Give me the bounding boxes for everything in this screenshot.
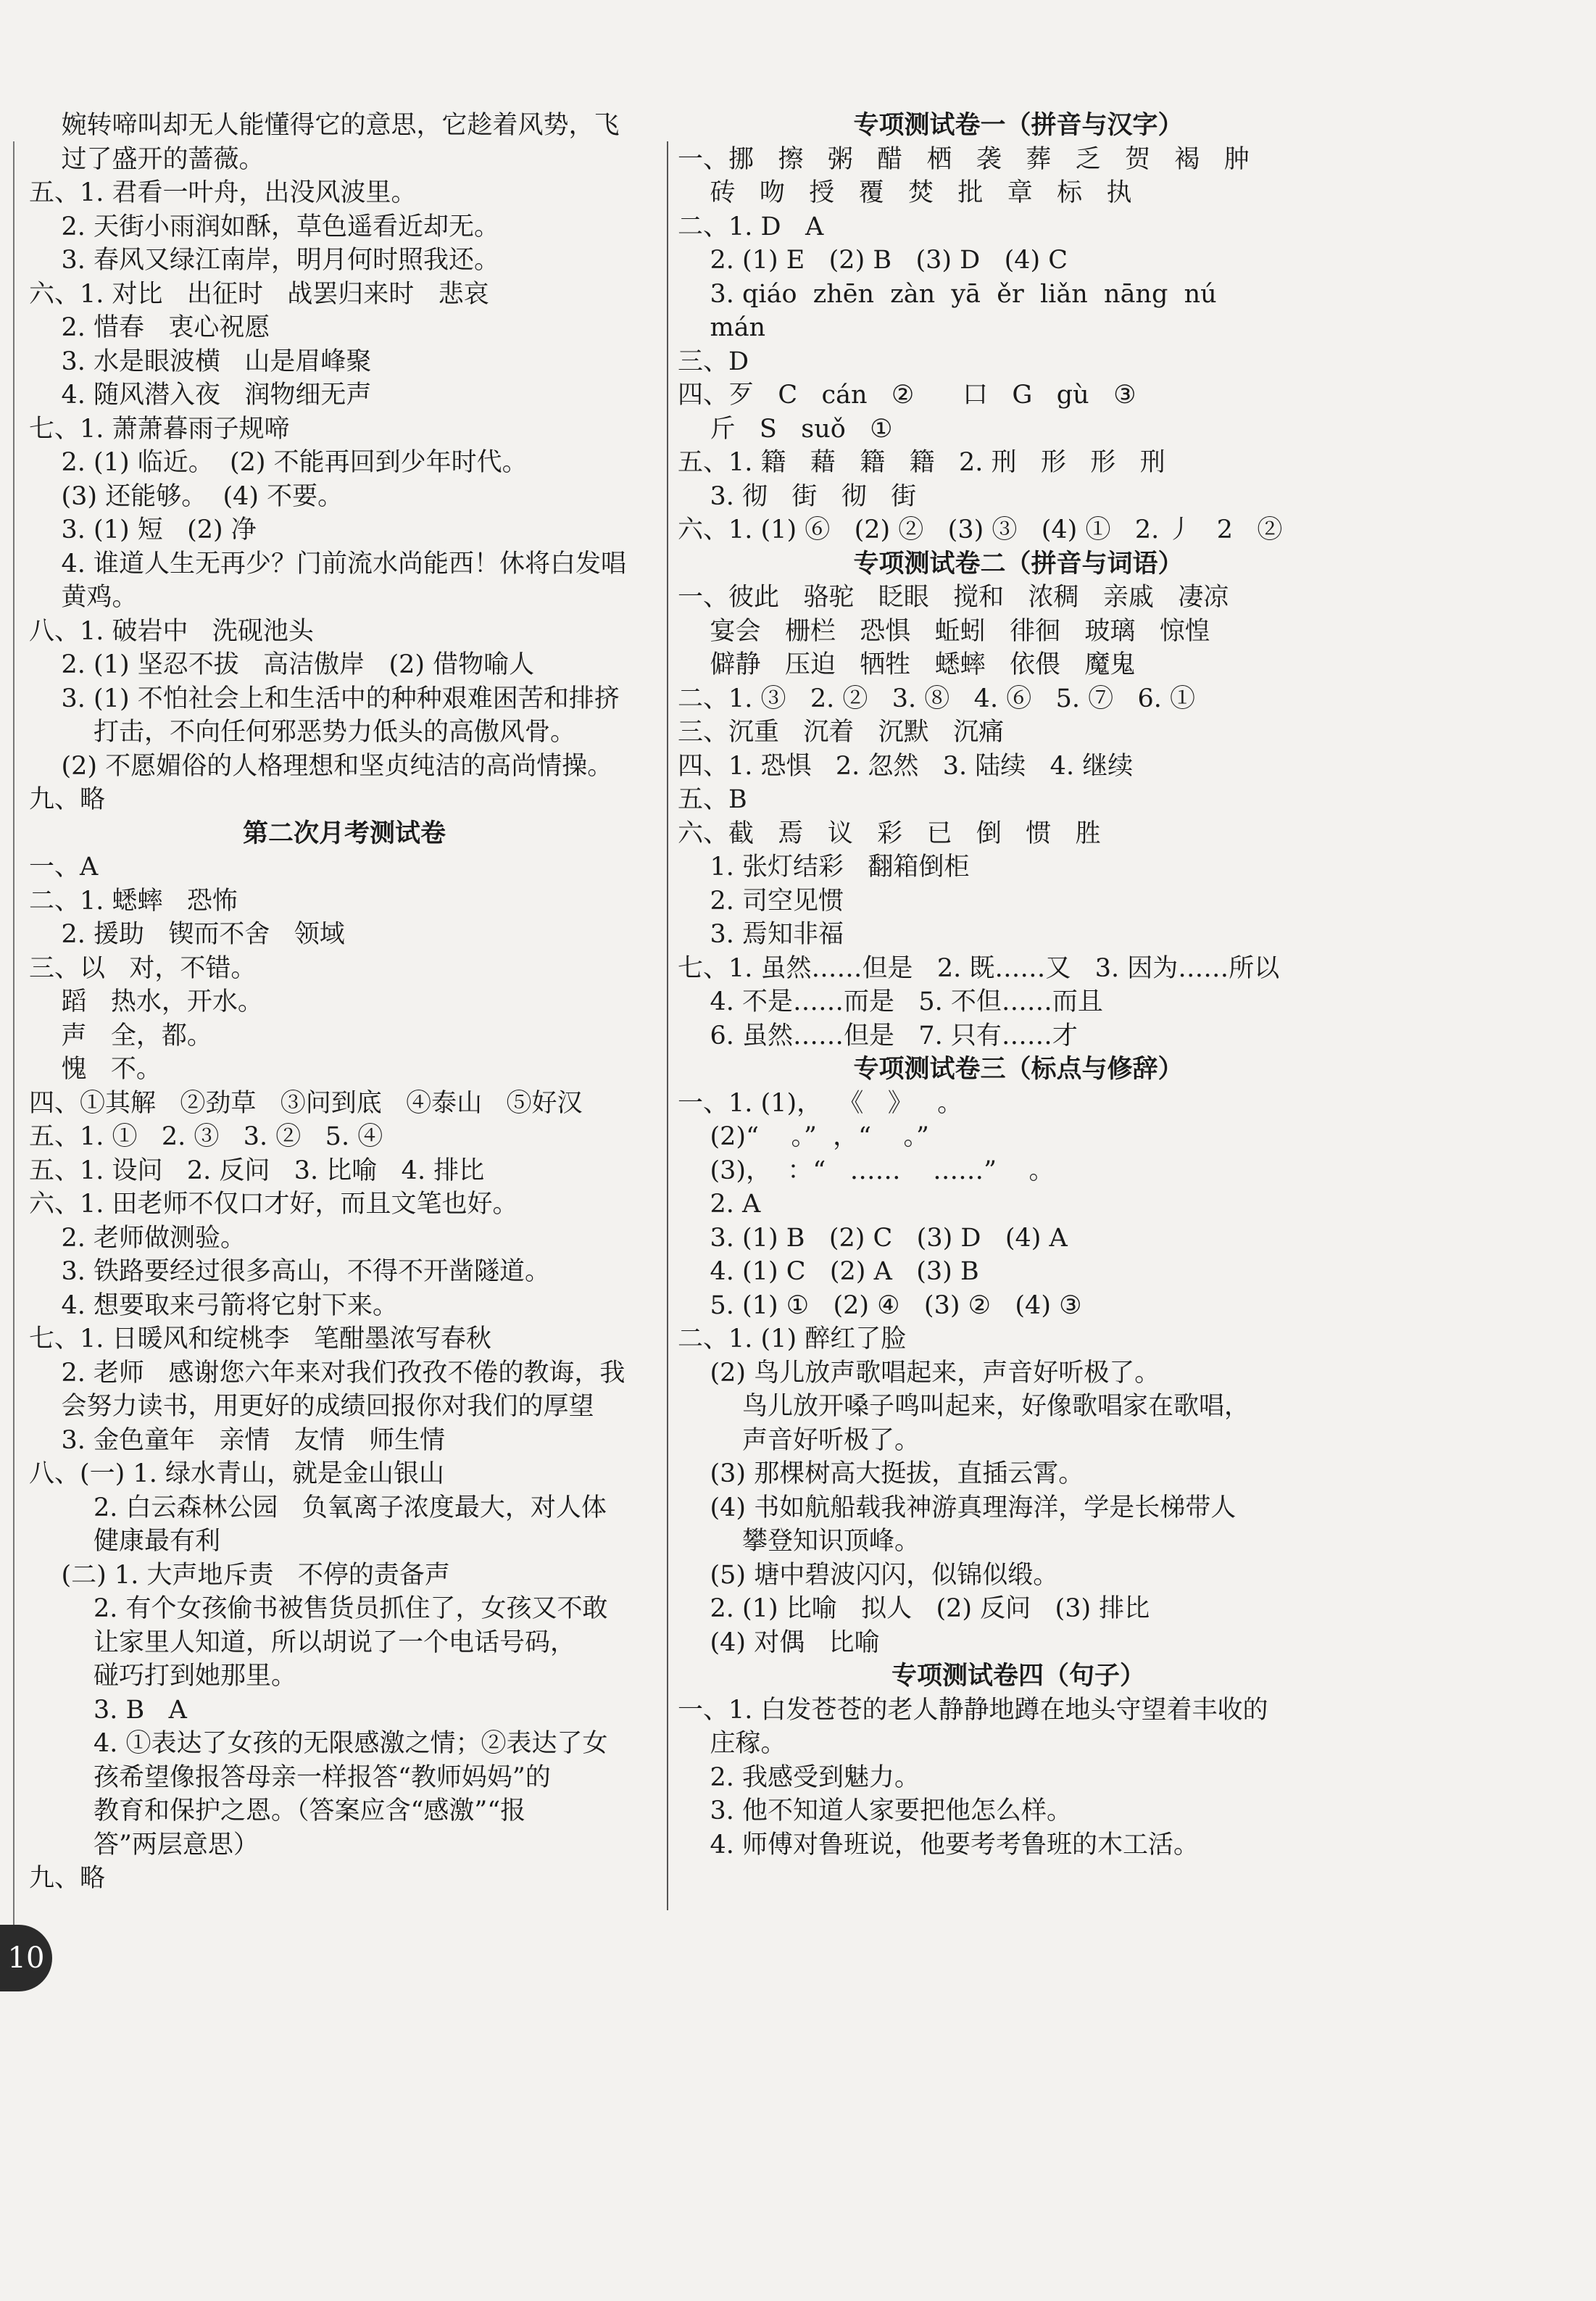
- answer-line: (2)“ 。” ，“ 。”: [678, 1122, 929, 1151]
- answer-line: 健康最有利: [29, 1527, 221, 1556]
- answer-line: 四、①其解 ②劲草 ③问到底 ④泰山 ⑤好汉: [29, 1088, 583, 1118]
- answer-line: 五、1. 君看一叶舟，出没风波里。: [29, 178, 417, 207]
- answer-line: 宴会 栅栏 恐惧 蚯蚓 徘徊 玻璃 惊惶: [678, 616, 1210, 646]
- answer-line: 五、1. 籍 藉 籍 籍 2. 刑 形 形 刑: [678, 448, 1165, 477]
- answer-line: 七、1. 日暖风和绽桃李 笔酣墨浓写春秋: [29, 1324, 491, 1353]
- answer-line: 婉转啼叫却无人能懂得它的意思，它趁着风势，飞: [29, 111, 620, 140]
- answer-line: 4. 师傅对鲁班说，他要考考鲁班的木工活。: [678, 1830, 1200, 1860]
- answer-line: 愧 不。: [29, 1055, 162, 1084]
- answer-line: 4. 随风潜入夜 润物细无声: [29, 381, 372, 410]
- answer-line: 六、1. 田老师不仅口才好，而且文笔也好。: [29, 1190, 518, 1219]
- section-title: 专项测试卷四（句子）: [891, 1661, 1145, 1691]
- answer-line: (4) 书如航船载我神游真理海洋，学是长梯带人: [678, 1493, 1237, 1522]
- answer-line: (5) 塘中碧波闪闪，似锦似缎。: [678, 1560, 1059, 1590]
- answer-line: (3)， ：“ …… ……” 。: [678, 1156, 1055, 1185]
- answer-line: 僻静 压迫 牺牲 蟋蟀 依偎 魔鬼: [678, 650, 1136, 679]
- answer-line: 五、1. 设问 2. 反问 3. 比喻 4. 排比: [29, 1156, 485, 1185]
- answer-line: 一、挪 擦 粥 醋 栖 袭 葬 乏 贺 褐 肿: [678, 144, 1250, 174]
- answer-line: (3) 那棵树高大挺拔，直插云霄。: [678, 1459, 1084, 1488]
- answer-line: 教育和保护之恩。（答案应含“感激”“报: [29, 1796, 526, 1825]
- answer-line: 3. 春风又绿江南岸，明月何时照我还。: [29, 246, 500, 275]
- answer-line: 四、歹 C cán ② 口 G gù ③: [678, 381, 1136, 410]
- answer-line: 鸟儿放开嗓子鸣叫起来，好像歌唱家在歌唱，: [678, 1392, 1250, 1421]
- answer-line: 三、沉重 沉着 沉默 沉痛: [678, 718, 1005, 747]
- answer-line: 六、1. 对比 出征时 战罢归来时 悲哀: [29, 279, 489, 309]
- answer-line: (二) 1. 大声地斥责 不停的责备声: [29, 1560, 450, 1590]
- page-number: 10: [7, 1941, 45, 1975]
- right-column: [678, 109, 1359, 1862]
- answer-line: 斤 S suǒ ①: [678, 414, 893, 444]
- answer-line: 3. (1) B (2) C (3) D (4) A: [678, 1223, 1068, 1253]
- answer-line: 4. 不是……而是 5. 不但……而且: [678, 987, 1103, 1016]
- answer-line: 3. qiáo zhēn zàn yā ěr liǎn nāng nú: [678, 279, 1217, 309]
- answer-line: 一、彼此 骆驼 眨眼 搅和 浓稠 亲戚 凄凉: [678, 583, 1229, 612]
- answer-line: 八、(一) 1. 绿水青山，就是金山银山: [29, 1459, 444, 1488]
- answer-line: 3. (1) 不怕社会上和生活中的种种艰难困苦和排挤: [29, 684, 620, 713]
- answer-line: 4. 谁道人生无再少？门前流水尚能西！休将白发唱: [29, 549, 627, 579]
- answer-line: 2. 老师 感谢您六年来对我们孜孜不倦的教诲，我: [29, 1358, 625, 1388]
- answer-line: 2. 老师做测验。: [29, 1223, 246, 1253]
- answer-line: 2. (1) 坚忍不拔 高洁傲岸 (2) 借物喻人: [29, 650, 535, 679]
- answer-line: 4. (1) C (2) A (3) B: [678, 1257, 979, 1286]
- answer-line: 七、1. 虽然……但是 2. 既……又 3. 因为……所以: [678, 953, 1280, 983]
- answer-line: 二、1. 蟋蟀 恐怖: [29, 886, 238, 916]
- answer-line: 碰巧打到她那里。: [29, 1662, 297, 1691]
- answer-line: 3. 焉知非福: [678, 920, 844, 949]
- answer-line: (2) 不愿媚俗的人格理想和坚贞纯洁的高尚情操。: [29, 751, 613, 781]
- answer-line: 4. 想要取来弓箭将它射下来。: [29, 1290, 399, 1320]
- answer-line: 6. 虽然……但是 7. 只有……才: [678, 1021, 1078, 1050]
- answer-line: 九、略: [29, 785, 106, 814]
- answer-line: 2. (1) E (2) B (3) D (4) C: [678, 246, 1068, 275]
- answer-line: 2. 援助 锲而不舍 领域: [29, 920, 345, 949]
- answer-line: 黄鸡。: [29, 583, 138, 612]
- answer-line: 打击，不向任何邪恶势力低头的高傲风骨。: [29, 718, 576, 747]
- answer-line: 3. 彻 街 彻 街: [678, 481, 917, 511]
- answer-line: 2. 白云森林公园 负氧离子浓度最大，对人体: [29, 1493, 607, 1522]
- answer-line: 九、略: [29, 1864, 106, 1893]
- answer-line: 5. (1) ① (2) ④ (3) ② (4) ③: [678, 1290, 1082, 1320]
- answer-line: 七、1. 萧萧暮雨子规啼: [29, 414, 290, 444]
- answer-line: 四、1. 恐惧 2. 忽然 3. 陆续 4. 继续: [678, 751, 1134, 781]
- answer-line: 3. (1) 短 (2) 净: [29, 515, 257, 544]
- answer-line: 五、B: [678, 785, 747, 814]
- answer-line: 蹈 热水，开水。: [29, 987, 263, 1016]
- answer-line: 二、1. D A: [678, 212, 824, 241]
- section-title: 专项测试卷三（标点与修辞）: [853, 1054, 1184, 1084]
- answer-line: 一、1. (1)， 《 》 。: [678, 1088, 963, 1118]
- answer-line: 六、1. (1) ⑥ (2) ② (3) ③ (4) ① 2. 丿 2 ②: [678, 515, 1283, 544]
- answer-line: 声 全，都。: [29, 1021, 212, 1050]
- answer-line: 声音好听极了。: [678, 1425, 920, 1455]
- answer-line: 2. 惜春 衷心祝愿: [29, 313, 270, 342]
- answer-line: 砖 吻 授 覆 焚 批 章 标 执: [678, 178, 1132, 207]
- answer-line: 攀登知识顶峰。: [678, 1527, 920, 1556]
- left-margin-rule: [13, 141, 14, 1954]
- answer-line: 答”两层意思）: [29, 1830, 259, 1860]
- answer-line: 3. 他不知道人家要把他怎么样。: [678, 1796, 1073, 1825]
- answer-line: 二、1. ③ 2. ② 3. ⑧ 4. ⑥ 5. ⑦ 6. ①: [678, 684, 1195, 713]
- answer-line: 让家里人知道，所以胡说了一个电话号码，: [29, 1628, 576, 1657]
- answer-line: 会努力读书，用更好的成绩回报你对我们的厚望: [29, 1392, 594, 1421]
- answer-line: (2) 鸟儿放声歌唱起来，声音好听极了。: [678, 1358, 1160, 1388]
- answer-line: 五、1. ① 2. ③ 3. ② 5. ④: [29, 1122, 383, 1151]
- answer-line: 过了盛开的蔷薇。: [29, 144, 265, 174]
- answer-line: (4) 对偶 比喻: [678, 1628, 880, 1657]
- answer-line: 三、以 对，不错。: [29, 953, 257, 983]
- answer-line: 3. B A: [29, 1695, 187, 1725]
- answer-line: 3. 铁路要经过很多高山，不得不开凿隧道。: [29, 1257, 551, 1286]
- answer-line: 2. 司空见惯: [678, 886, 844, 916]
- answer-line: 一、1. 白发苍苍的老人静静地蹲在地头守望着丰收的: [678, 1695, 1268, 1725]
- answer-line: 3. 金色童年 亲情 友情 师生情: [29, 1425, 446, 1455]
- answer-line: 2. 我感受到魅力。: [678, 1762, 920, 1792]
- answer-line: 1. 张灯结彩 翻箱倒柜: [678, 853, 970, 882]
- answer-line: 2. 有个女孩偷书被售货员抓住了，女孩又不敢: [29, 1594, 608, 1623]
- answer-line: 2. (1) 比喻 拟人 (2) 反问 (3) 排比: [678, 1594, 1150, 1623]
- answer-line: 2. 天街小雨润如酥，草色遥看近却无。: [29, 212, 500, 241]
- section-title: 第二次月考测试卷: [242, 818, 446, 848]
- answer-line: 2. A: [678, 1190, 761, 1219]
- answer-line: 3. 水是眼波横 山是眉峰聚: [29, 347, 372, 376]
- answer-line: 六、截 焉 议 彩 已 倒 惯 胜: [678, 818, 1101, 848]
- section-title: 专项测试卷一（拼音与汉字）: [853, 110, 1184, 140]
- answer-line: 4. ①表达了女孩的无限感激之情；②表达了女: [29, 1729, 608, 1758]
- answer-line: 孩希望像报答母亲一样报答“教师妈妈”的: [29, 1762, 551, 1792]
- answer-line: 2. (1) 临近。 (2) 不能再回到少年时代。: [29, 448, 528, 477]
- answer-line: 一、A: [29, 853, 99, 882]
- answer-line: mán: [678, 313, 766, 342]
- column-divider: [667, 141, 668, 1910]
- section-title: 专项测试卷二（拼音与词语）: [853, 548, 1184, 579]
- left-column: [29, 109, 660, 1896]
- answer-line: (3) 还能够。 (4) 不要。: [29, 481, 344, 511]
- answer-line: 八、1. 破岩中 洗砚池头: [29, 616, 314, 646]
- answer-line: 二、1. (1) 醉红了脸: [678, 1324, 907, 1353]
- answer-line: 三、D: [678, 347, 749, 376]
- page-number-badge: [0, 1925, 52, 1991]
- answer-line: 庄稼。: [678, 1729, 786, 1758]
